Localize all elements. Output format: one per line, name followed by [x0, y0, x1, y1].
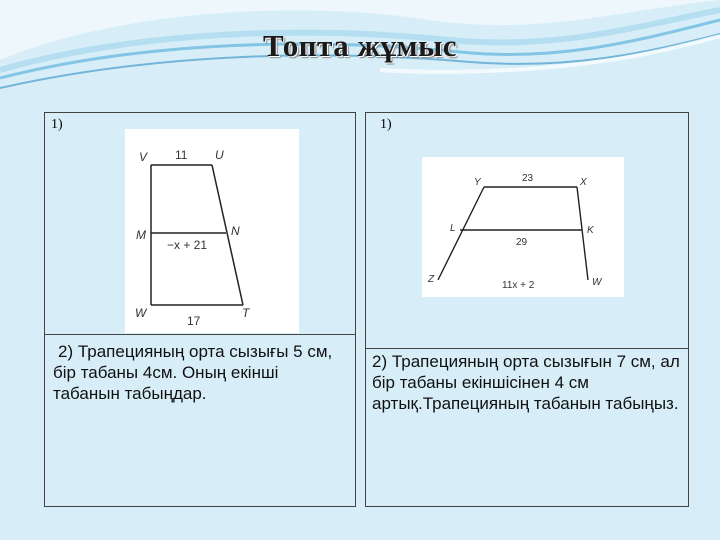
- vertex-label-v: V: [139, 150, 148, 164]
- right-task-card: [365, 112, 689, 507]
- left-trapezoid-figure: [125, 129, 299, 333]
- top-base-length: 11: [175, 148, 188, 162]
- midline-length: 29: [516, 237, 528, 248]
- vertex-label-x: X: [580, 177, 587, 188]
- top-base-length: 23: [522, 173, 534, 184]
- vertex-label-w: W: [135, 306, 147, 320]
- vertex-label-w: W: [592, 277, 602, 288]
- left-task-number: 1): [51, 117, 63, 132]
- bottom-base-length: 17: [187, 314, 201, 328]
- vertex-label-z: Z: [428, 274, 435, 285]
- vertex-label-y: Y: [474, 177, 481, 188]
- vertex-label-m: M: [136, 228, 146, 242]
- vertex-label-n: N: [231, 224, 240, 238]
- left-task-text: 2) Трапецияның орта сызығы 5 см, бір табаны 4см. Оның екінші табанын табыңдар.: [53, 342, 333, 403]
- vertex-label-u: U: [215, 148, 224, 162]
- right-trapezoid-figure: [422, 157, 624, 297]
- bottom-base-expression: 11x + 2: [502, 280, 535, 291]
- vertex-label-l: L: [450, 223, 456, 234]
- vertex-label-t: T: [242, 306, 250, 320]
- right-task-number: 1): [380, 117, 392, 132]
- trapezoid-side-yz: [438, 187, 484, 280]
- left-task-card: [44, 112, 356, 507]
- midline-expression: −x + 21: [167, 238, 208, 252]
- vertex-label-k: K: [587, 225, 594, 236]
- right-task-text: 2) Трапецияның орта сызығын 7 см, ал бір табаны екіншісінен 4 см артық.Трапецияның табанын табыңыз.: [372, 352, 680, 413]
- page-title: Топта жұмыс: [262, 28, 458, 63]
